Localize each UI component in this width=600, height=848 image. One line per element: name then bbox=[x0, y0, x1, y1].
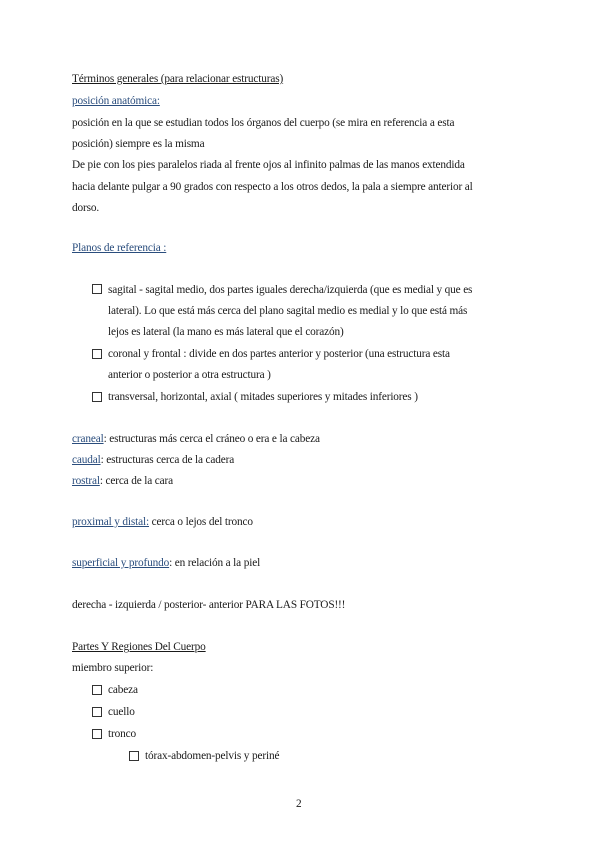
subheading-upper-limb: miembro superior: bbox=[72, 662, 154, 674]
proximal-distal bbox=[72, 515, 253, 529]
term-rostral: rostral bbox=[72, 475, 100, 487]
definition-line: posición) siempre es la misma bbox=[72, 138, 205, 150]
checkbox-icon bbox=[129, 751, 139, 761]
definition: : en relación a la piel bbox=[169, 557, 261, 569]
section-heading-general-terms: Términos generales (para relacionar estructuras) bbox=[72, 73, 284, 85]
direction-rostral bbox=[72, 474, 173, 488]
term-craneal: craneal bbox=[72, 433, 104, 445]
plane-item-coronal: coronal y frontal : divide en dos partes anterior y posterior (una estructura esta bbox=[108, 348, 450, 360]
plane-item-coronal-cont: anterior o posterior a otra estructura ) bbox=[108, 369, 271, 381]
page-number: 2 bbox=[296, 798, 302, 810]
term-anatomical-position: posición anatómica: bbox=[72, 95, 160, 107]
region-item-tronco: tronco bbox=[108, 728, 136, 740]
definition: : estructuras cerca de la cadera bbox=[100, 454, 235, 466]
term-proximal-distal: proximal y distal: bbox=[72, 516, 149, 528]
plane-item-sagittal: sagital - sagital medio, dos partes iguales derecha/izquierda (que es medial y que es bbox=[108, 284, 473, 296]
plane-item-transversal: transversal, horizontal, axial ( mitades superiores y mitades inferiores ) bbox=[108, 391, 418, 403]
direction-craneal bbox=[72, 432, 320, 446]
term-caudal: caudal bbox=[72, 454, 101, 466]
checkbox-icon bbox=[92, 707, 102, 717]
term-superficial-profundo: superficial y profundo bbox=[72, 557, 170, 569]
region-item-cuello: cuello bbox=[108, 706, 135, 718]
definition-line: De pie con los pies paralelos riada al frente ojos al infinito palmas de las manos extendida bbox=[72, 159, 465, 171]
checkbox-icon bbox=[92, 349, 102, 359]
region-subitem-torax: tórax-abdomen-pelvis y periné bbox=[145, 750, 280, 762]
region-item-cabeza: cabeza bbox=[108, 684, 138, 696]
definition: cerca o lejos del tronco bbox=[149, 516, 253, 528]
plane-item-sagittal-cont: lateral). Lo que está más cerca del plano sagital medio es medial y lo que está más bbox=[108, 305, 468, 317]
checkbox-icon bbox=[92, 392, 102, 402]
definition: : cerca de la cara bbox=[99, 475, 173, 487]
section-heading-planes: Planos de referencia : bbox=[72, 242, 167, 254]
definition-line: dorso. bbox=[72, 202, 100, 214]
direction-caudal bbox=[72, 453, 234, 467]
checkbox-icon bbox=[92, 729, 102, 739]
section-heading-regions: Partes Y Regiones Del Cuerpo bbox=[72, 641, 206, 653]
definition-line: posición en la que se estudian todos los órganos del cuerpo (se mira en referencia a esta bbox=[72, 117, 455, 129]
checkbox-icon bbox=[92, 284, 102, 294]
photos-note: derecha - izquierda / posterior- anterior PARA LAS FOTOS!!! bbox=[72, 599, 346, 611]
definition-line: hacia delante pulgar a 90 grados con respecto a los otros dedos, la pala a siempre anterior al bbox=[72, 181, 473, 193]
plane-item-sagittal-cont: lejos es lateral (la mano es más lateral que el corazón) bbox=[108, 326, 344, 338]
definition: : estructuras más cerca el cráneo o era e la cabeza bbox=[103, 433, 320, 445]
checkbox-icon bbox=[92, 685, 102, 695]
superficial-profundo bbox=[72, 556, 260, 570]
